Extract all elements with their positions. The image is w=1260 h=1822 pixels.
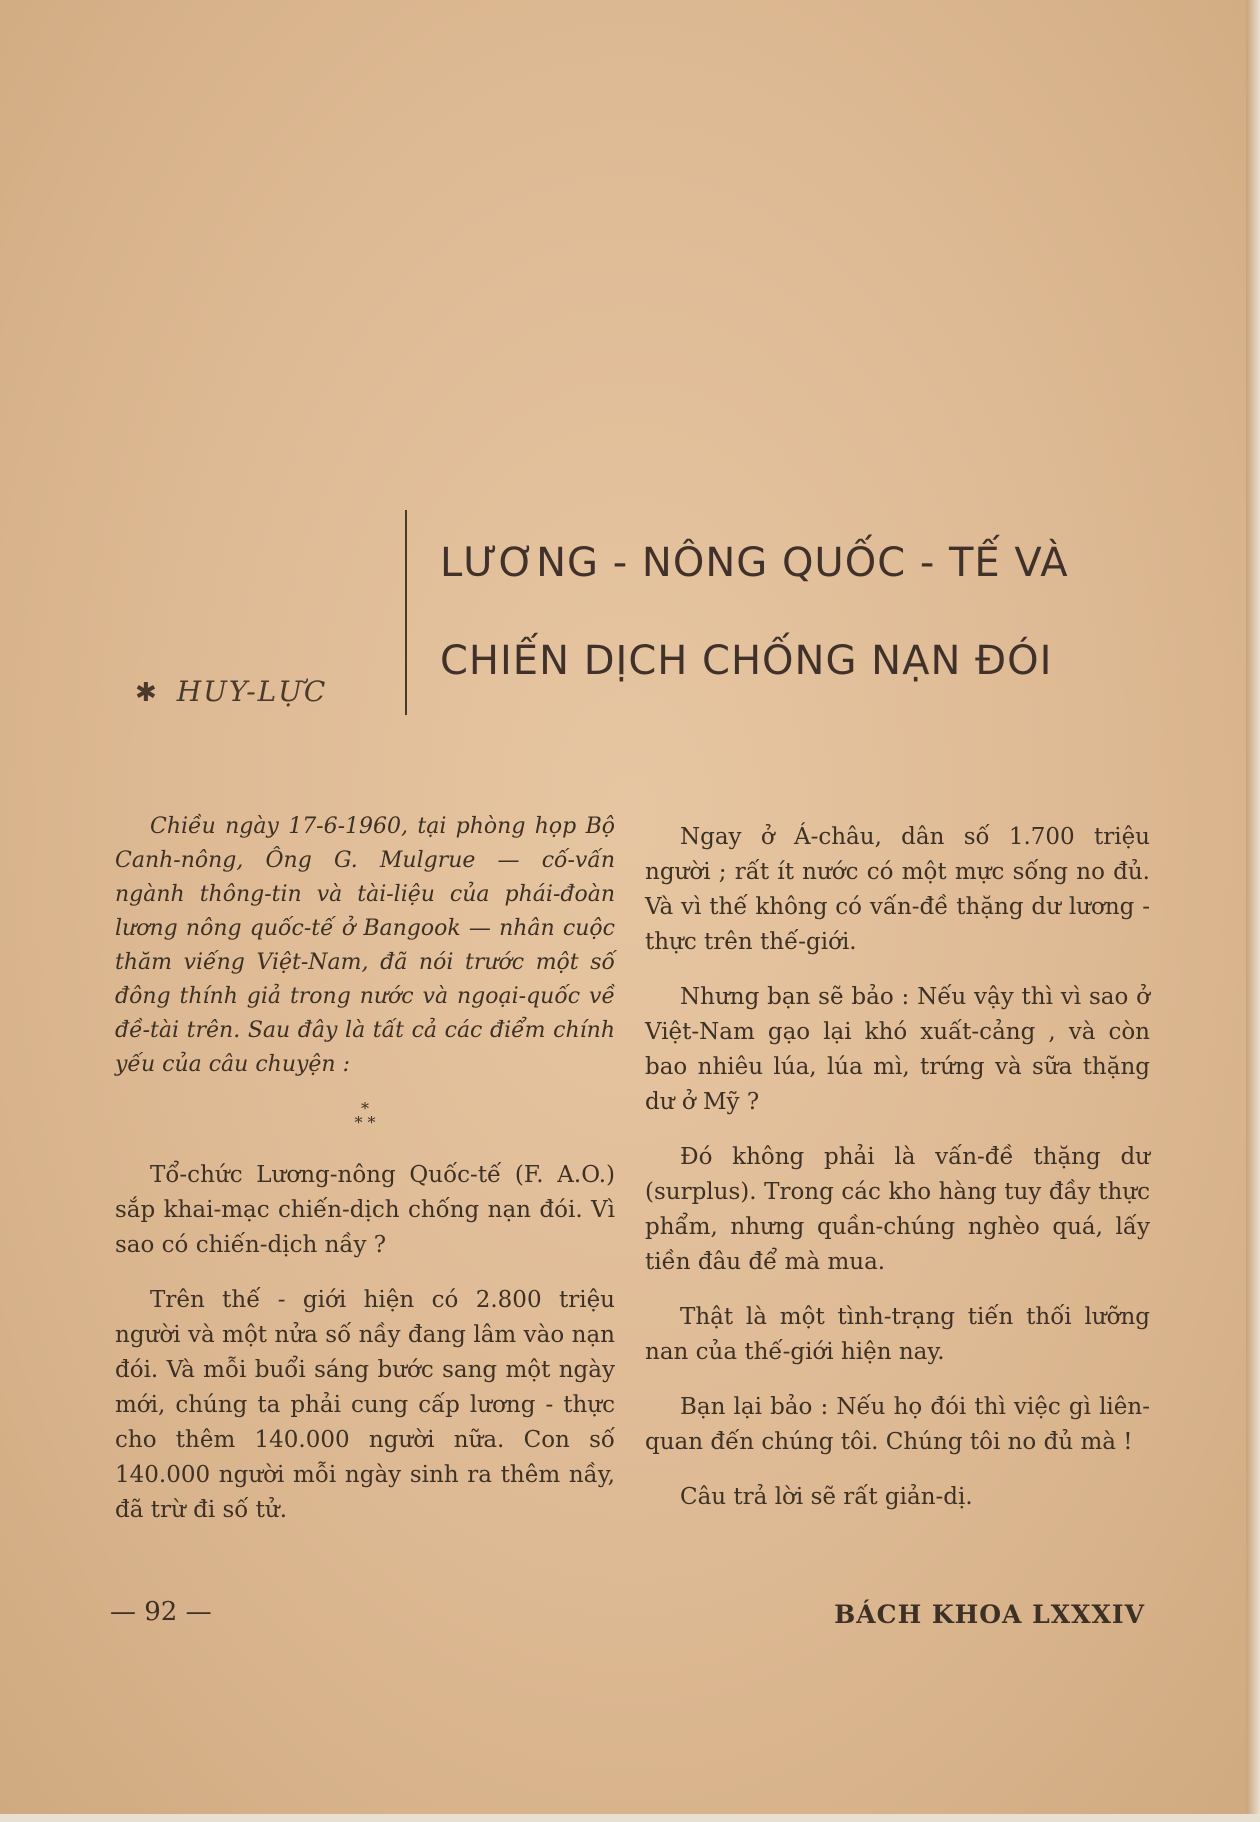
body-paragraph: Câu trả lời sẽ rất giản-dị. — [680, 1484, 973, 1510]
body-paragraph: Đó không phải là vấn-đề thặng dư (surplus). Trong các kho hàng tuy đầy thực phẩm, nhưng quần-chúng nghèo quá, lấy tiền đâu để mà mua. — [645, 1144, 1150, 1275]
author-name: HUY-LỰC — [176, 675, 328, 708]
article-title-line-2: CHIẾN DỊCH CHỐNG NẠN ĐÓI — [440, 638, 1053, 684]
author-byline — [135, 675, 327, 708]
section-separator — [115, 1099, 615, 1132]
article-title-line-1: LƯƠNG - NÔNG QUỐC - TẾ VÀ — [440, 540, 1069, 586]
body-paragraph: Thật là một tình-trạng tiến thối lưỡng nan của thế-giới hiện nay. — [645, 1304, 1150, 1365]
page-bottom-edge — [0, 1814, 1260, 1822]
right-column — [645, 820, 1150, 1535]
body-paragraph: Trên thế - giới hiện có 2.800 triệu người và một nửa số nầy đang lâm vào nạn đói. Và mỗi buổi sáng bước sang một ngày mới, chúng ta phải cung cấp lương - thực cho thêm 140.000 người nữa. Con số 140.000 người mỗi ngày sinh ra thêm nầy, đã trừ đi số tử. — [115, 1287, 615, 1523]
separator-star-bottom: * * — [354, 1113, 376, 1132]
page-edge — [1246, 0, 1260, 1822]
left-column — [115, 810, 615, 1548]
body-paragraph: Bạn lại bảo : Nếu họ đói thì việc gì liên-quan đến chúng tôi. Chúng tôi no đủ mà ! — [645, 1394, 1150, 1455]
separator-star-top: * — [361, 1099, 369, 1118]
author-star-icon: ✱ — [135, 678, 159, 708]
page-number: — 92 — — [110, 1597, 212, 1627]
title-divider-rule — [405, 510, 407, 715]
body-paragraph: Ngay ở Á-châu, dân số 1.700 triệu người ; rất ít nước có một mực sống no đủ. Và vì thế không có vấn-đề thặng dư lương - thực trên thế-giới. — [645, 824, 1150, 955]
magazine-issue: BÁCH KHOA LXXXIV — [834, 1600, 1145, 1629]
article-intro: Chiều ngày 17-6-1960, tại phòng họp Bộ Canh-nông, Ông G. Mulgrue — cố-vấn ngành thông-tin và tài-liệu của phái-đoàn lương nông quốc-tế ở Bangook — nhân cuộc thăm viếng Việt-Nam, đã nói trước một số đông thính giả trong nước và ngoại-quốc về đề-tài trên. Sau đây là tất cả các điểm chính yếu của câu chuyện : — [115, 814, 615, 1077]
body-paragraph: Nhưng bạn sẽ bảo : Nếu vậy thì vì sao ở Việt-Nam gạo lại khó xuất-cảng , và còn bao nhiêu lúa, lúa mì, trứng và sữa thặng dư ở Mỹ ? — [645, 984, 1150, 1115]
body-paragraph: Tổ-chức Lương-nông Quốc-tế (F. A.O.) sắp khai-mạc chiến-dịch chống nạn đói. Vì sao có chiến-dịch nầy ? — [115, 1162, 615, 1258]
